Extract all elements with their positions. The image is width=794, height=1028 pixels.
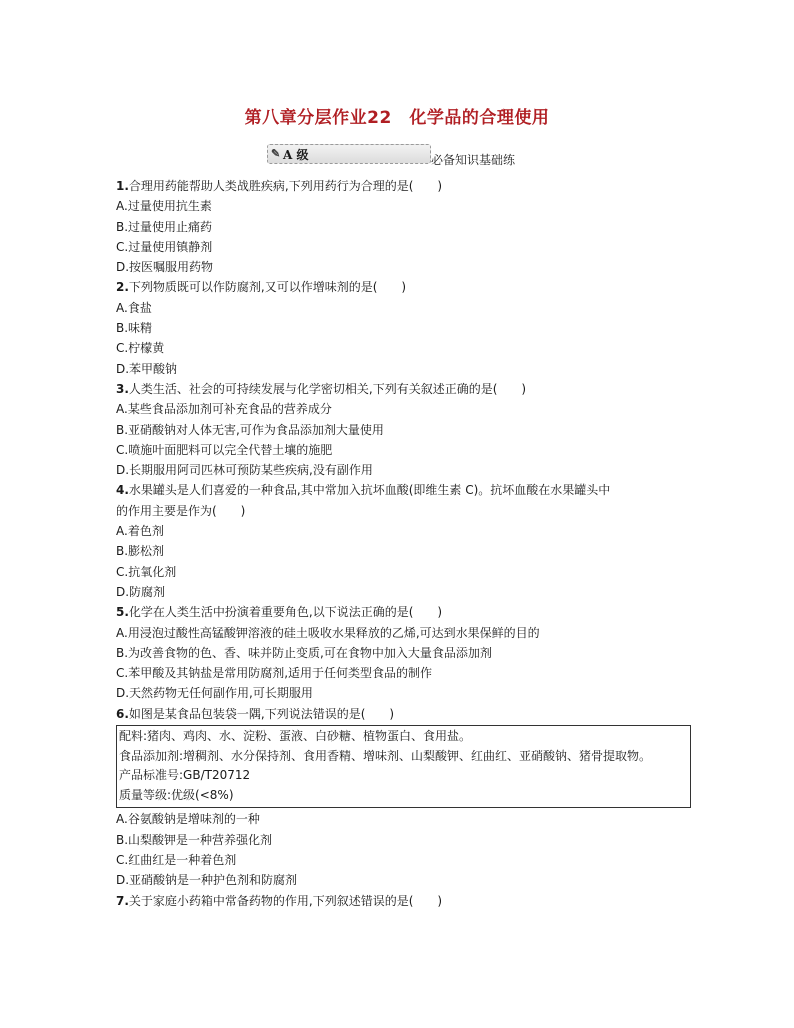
- label-ingredients: 配料:猪肉、鸡肉、水、淀粉、蛋液、白砂糖、植物蛋白、食用盐。: [119, 729, 472, 744]
- option: C.苯甲酸及其钠盐是常用防腐剂,适用于任何类型食品的制作: [116, 666, 433, 681]
- level-label: A 级: [283, 148, 309, 162]
- option: D.防腐剂: [116, 584, 166, 599]
- option: C.过量使用镇静剂: [116, 239, 213, 254]
- option: C.柠檬黄: [116, 341, 165, 356]
- level-header: [267, 144, 587, 166]
- option: B.味精: [116, 321, 153, 336]
- option: C.红曲红是一种着色剂: [116, 852, 237, 867]
- option: B.膨松剂: [116, 544, 165, 559]
- question-number: 3.: [116, 381, 129, 396]
- label-additives: 食品添加剂:增稠剂、水分保持剂、食用香精、增味剂、山梨酸钾、红曲红、亚硝酸钠、猪骨提取物。: [119, 748, 652, 763]
- question-stem: [116, 891, 696, 911]
- question-list: [116, 176, 696, 911]
- option: A.过量使用抗生素: [116, 199, 212, 214]
- question-stem: [116, 379, 696, 399]
- question-stem: [116, 602, 696, 622]
- question-number: 1.: [116, 179, 129, 193]
- question-number: 2.: [116, 280, 129, 295]
- option: B.过量使用止痛药: [116, 219, 213, 234]
- question-number: 7.: [116, 893, 129, 908]
- question-number: 4.: [116, 483, 129, 498]
- option: D.长期服用阿司匹林可预防某些疾病,没有副作用: [116, 463, 373, 478]
- question-text: 水果罐头是人们喜爱的一种食品,其中常加入抗坏血酸(即维生素 C)。抗坏血酸在水果罐头中: [128, 483, 611, 498]
- question-stem: [116, 704, 696, 724]
- question-text: 关于家庭小药箱中常备药物的作用,下列叙述错误的是( ): [128, 893, 443, 908]
- question-text: 下列物质既可以作防腐剂,又可以作增味剂的是( ): [128, 280, 407, 295]
- option: D.天然药物无任何副作用,可长期服用: [116, 686, 313, 701]
- question-text-continued: 的作用主要是作为( ): [116, 503, 246, 518]
- level-badge: [267, 144, 431, 164]
- option: A.谷氨酸钠是增味剂的一种: [116, 812, 260, 827]
- question-stem: [116, 176, 696, 196]
- option: A.着色剂: [116, 524, 164, 539]
- question-number: 5.: [116, 605, 129, 620]
- question-text: 化学在人类生活中扮演着重要角色,以下说法正确的是( ): [128, 605, 443, 620]
- question-text: 如图是某食品包装袋一隅,下列说法错误的是( ): [128, 706, 395, 721]
- label-standard: 产品标准号:GB/T20712: [119, 768, 251, 783]
- question-number: 6.: [116, 706, 129, 721]
- option: B.亚硝酸钠对人体无害,可作为食品添加剂大量使用: [116, 422, 384, 437]
- question-text: 合理用药能帮助人类战胜疾病,下列用药行为合理的是( ): [128, 179, 443, 193]
- option: A.用浸泡过酸性高锰酸钾溶液的硅土吸收水果释放的乙烯,可达到水果保鲜的目的: [116, 625, 540, 640]
- question-text: 人类生活、社会的可持续发展与化学密切相关,下列有关叙述正确的是( ): [128, 381, 527, 396]
- option: C.抗氧化剂: [116, 564, 177, 579]
- level-description: 必备知识基础练: [431, 153, 516, 167]
- question-stem: [116, 480, 696, 500]
- option: A.食盐: [116, 300, 152, 315]
- page-title: 第八章分层作业22 化学品的合理使用: [244, 108, 550, 128]
- option: A.某些食品添加剂可补充食品的营养成分: [116, 402, 332, 417]
- pencil-icon: ✎: [271, 147, 281, 160]
- label-grade: 质量等级:优级(<8%): [119, 787, 234, 802]
- option: C.喷施叶面肥料可以完全代替土壤的施肥: [116, 442, 333, 457]
- food-label-box: [116, 725, 691, 808]
- option: D.按医嘱服用药物: [116, 260, 214, 275]
- option: B.山梨酸钾是一种营养强化剂: [116, 832, 273, 847]
- option: B.为改善食物的色、香、味并防止变质,可在食物中加入大量食品添加剂: [116, 645, 492, 660]
- option: D.苯甲酸钠: [116, 361, 178, 376]
- option: D.亚硝酸钠是一种护色剂和防腐剂: [116, 873, 298, 888]
- question-stem: [116, 277, 696, 297]
